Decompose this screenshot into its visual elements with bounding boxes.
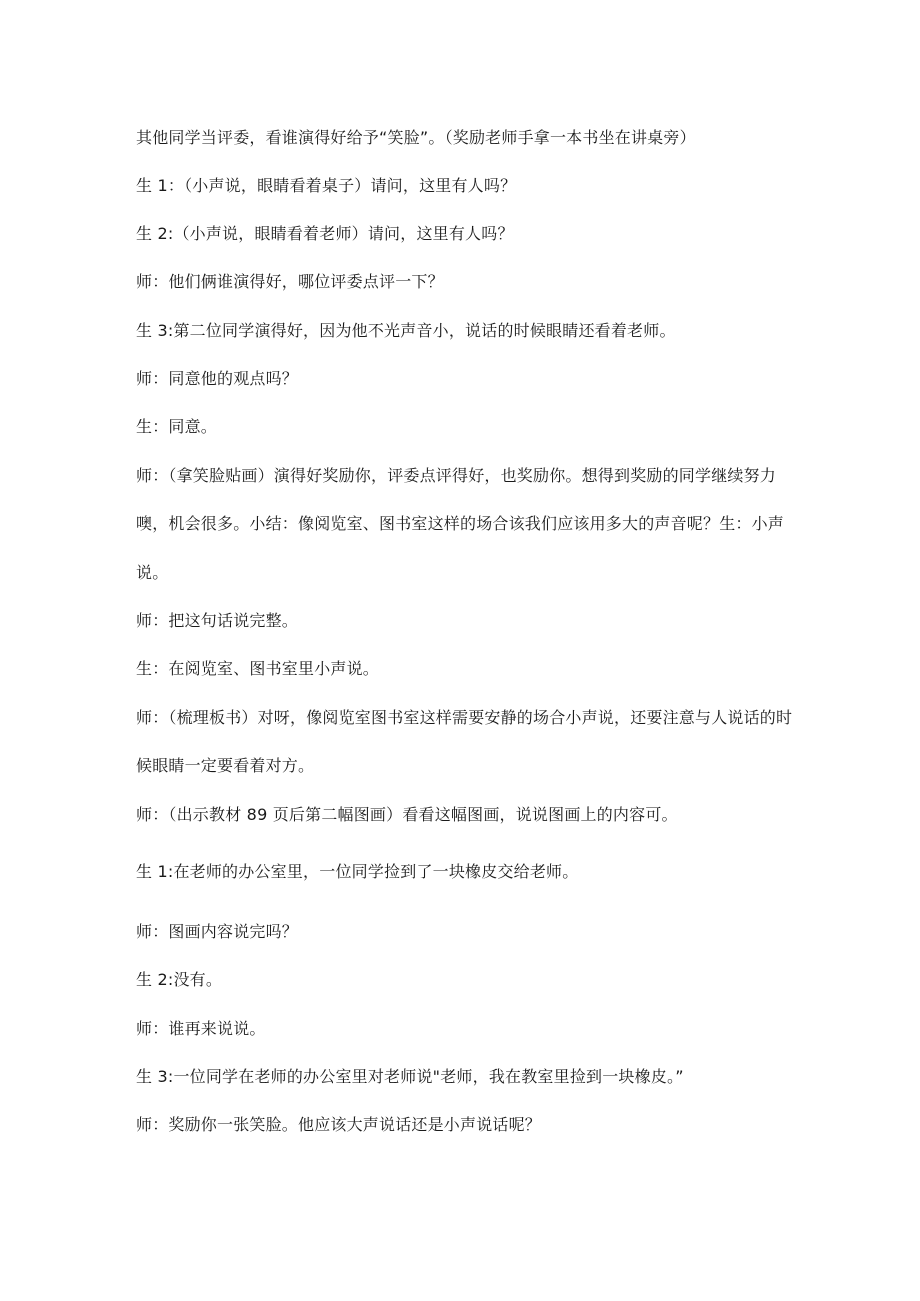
text-line: 生 1:在老师的办公室里，一位同学捡到了一块橡皮交给老师。 bbox=[136, 862, 579, 881]
text-line: 生 2:（小声说，眼睛看着老师）请问，这里有人吗？ bbox=[136, 224, 514, 243]
text-line: 生 1：（小声说，眼睛看着桌子）请问，这里有人吗？ bbox=[136, 176, 517, 195]
text-line: 生 2:没有。 bbox=[136, 970, 223, 989]
text-line: 生：在阅览室、图书室里小声说。 bbox=[136, 659, 380, 678]
text-line: 生 3:第二位同学演得好，因为他不光声音小，说话的时候眼睛还看着老师。 bbox=[136, 321, 676, 340]
text-line: 其他同学当评委，看谁演得好给予“笑脸”。（奖励老师手拿一本书坐在讲桌旁） bbox=[136, 128, 696, 147]
text-line: 生：同意。 bbox=[136, 417, 218, 436]
text-line: 生 3:一位同学在老师的办公室里对老师说"老师，我在教室里捡到一块橡皮。” bbox=[136, 1067, 684, 1086]
text-line: 师：他们俩谁演得好，哪位评委点评一下？ bbox=[136, 272, 444, 291]
text-line: 师：奖励你一张笑脸。他应该大声说话还是小声说话呢？ bbox=[136, 1115, 542, 1134]
text-line: 师：图画内容说完吗？ bbox=[136, 922, 299, 941]
text-line: 候眼睛一定要看着对方。 bbox=[136, 756, 315, 775]
text-line: 噢，机会很多。小结：像阅览室、图书室这样的场合该我们应该用多大的声音呢？生：小声 bbox=[136, 514, 785, 533]
text-line: 师：（拿笑脸贴画）演得好奖励你，评委点评得好，也奖励你。想得到奖励的同学继续努力 bbox=[136, 466, 777, 485]
text-line: 师：（出示教材 89 页后第二幅图画）看看这幅图画，说说图画上的内容可。 bbox=[136, 805, 678, 824]
text-line: 师：同意他的观点吗？ bbox=[136, 369, 299, 388]
text-line: 说。 bbox=[136, 563, 169, 582]
text-line: 师：把这句话说完整。 bbox=[136, 611, 299, 630]
text-line: 师：谁再来说说。 bbox=[136, 1019, 266, 1038]
text-line: 师：（梳理板书）对呀，像阅览室图书室这样需要安静的场合小声说，还要注意与人说话的时 bbox=[136, 708, 793, 727]
